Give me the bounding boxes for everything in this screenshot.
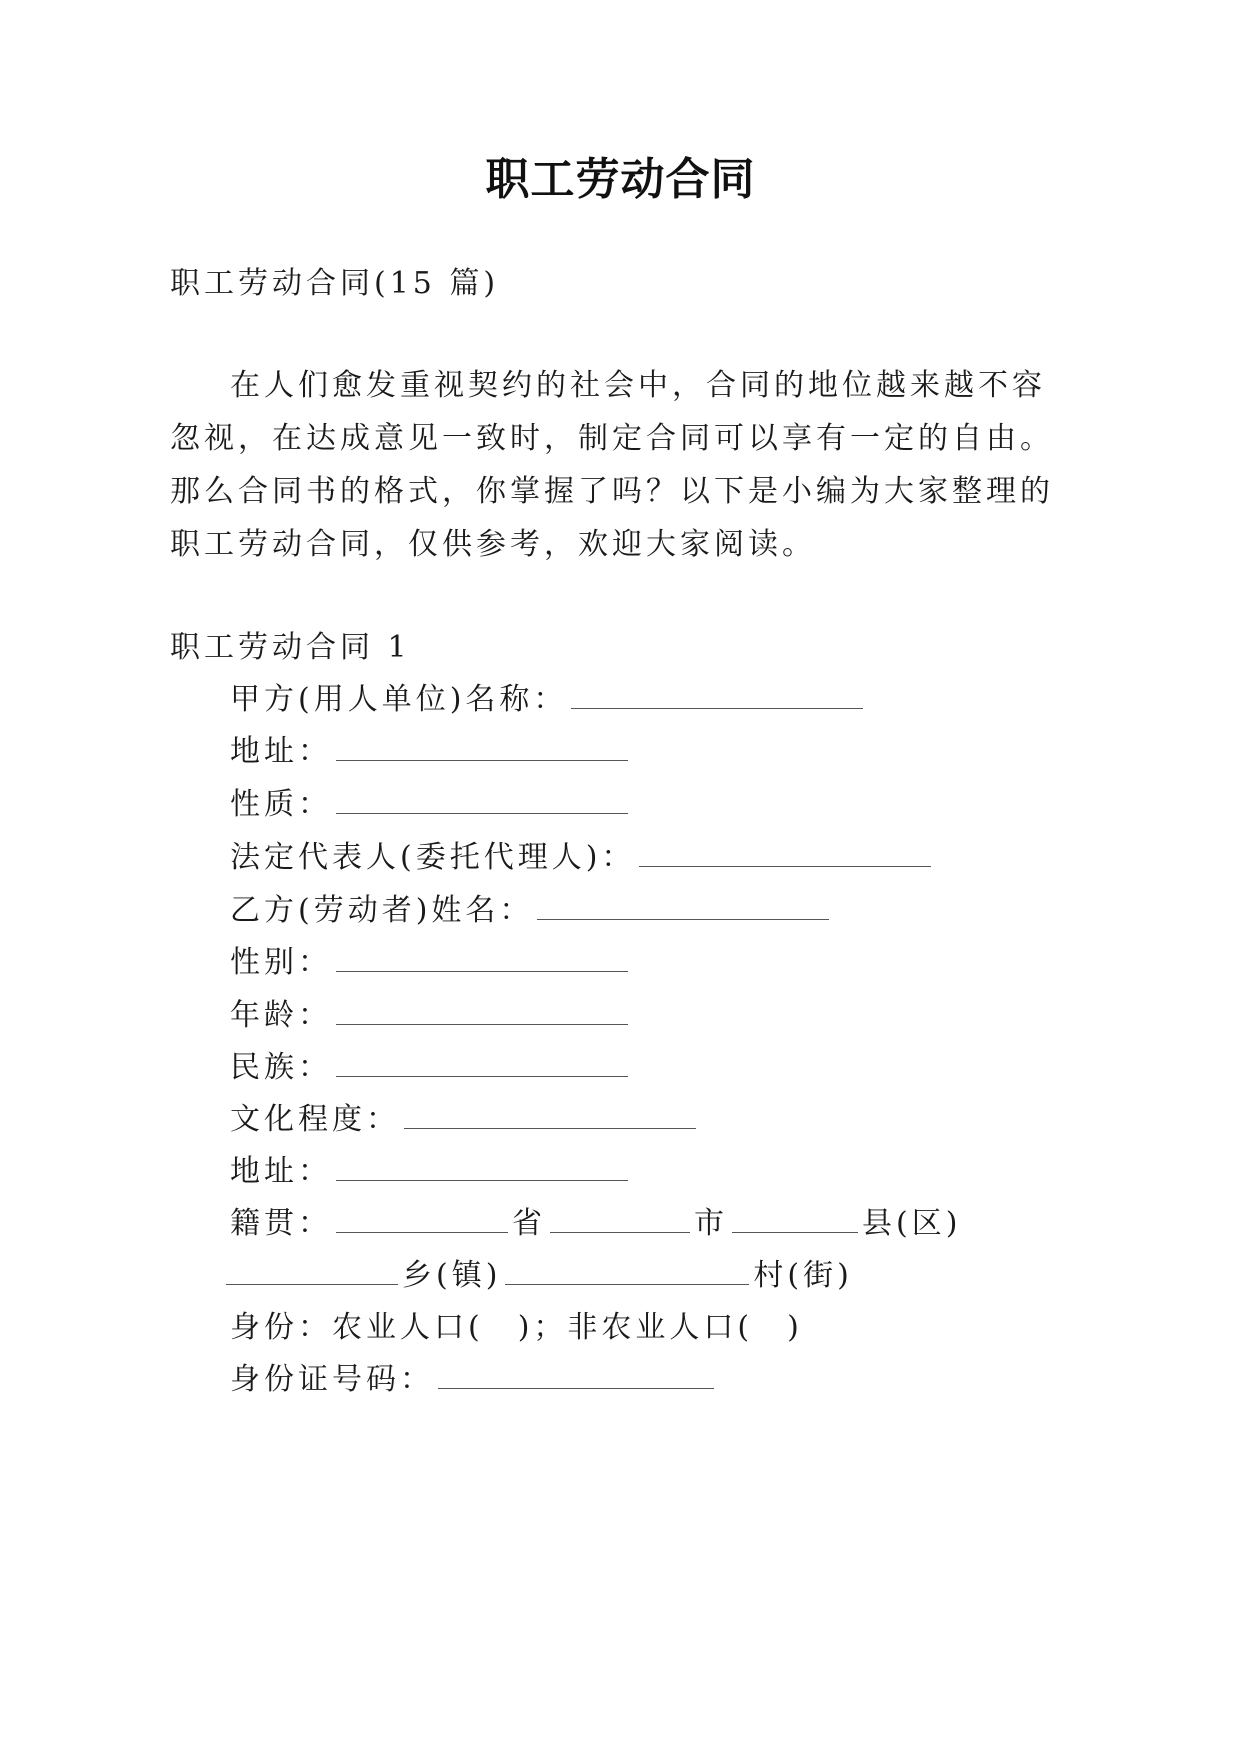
document-title: 职工劳动合同 [485,154,756,205]
id-number-blank [438,1362,714,1389]
party-b-name-blank [537,893,829,920]
document-subtitle: 职工劳动合同(15 篇) [170,266,500,301]
field-label: 地址： [230,734,332,769]
field-label: 地址： [230,1154,332,1189]
ethnicity-blank [336,1050,628,1077]
section-heading: 职工劳动合同 1 [170,630,411,665]
field-label: 文化程度： [230,1102,400,1137]
field-label: 法定代表人(委托代理人)： [230,840,636,875]
field-identity: 身份：农业人口( )；非农业人口( ) [230,1310,803,1345]
field-address [230,732,632,772]
address-2-blank [336,1154,628,1181]
address-blank [336,734,628,761]
field-hometown [230,1204,961,1244]
village-blank [505,1258,749,1285]
field-age [230,996,632,1036]
field-label: 性别： [230,945,332,980]
county-label: 县(区) [862,1206,962,1241]
nature-blank [336,787,628,814]
township-label: 乡(镇) [402,1258,502,1293]
city-blank [550,1206,690,1233]
party-a-name-blank [571,682,863,709]
field-education [230,1100,700,1140]
village-label: 村(街) [753,1258,853,1293]
field-label: 身份证号码： [230,1362,434,1397]
intro-line-3: 那么合同书的格式，你掌握了吗？以下是小编为大家整理的 [170,474,1054,509]
field-label: 籍贯： [230,1206,332,1241]
field-party-b-name [230,891,833,931]
township-blank [226,1258,398,1285]
gender-blank [336,945,628,972]
field-label: 性质： [230,787,332,822]
intro-line-1: 在人们愈发重视契约的社会中，合同的地位越来越不容 [230,368,1046,403]
field-label: 民族： [230,1050,332,1085]
legal-rep-blank [639,840,931,867]
field-label: 甲方(用人单位)名称： [230,682,568,717]
field-ethnicity [230,1048,632,1088]
field-id-number [230,1360,718,1400]
province-blank [336,1206,508,1233]
field-party-a-name [230,680,867,720]
county-blank [732,1206,858,1233]
province-label: 省 [512,1206,546,1241]
intro-line-4: 职工劳动合同，仅供参考，欢迎大家阅读。 [170,527,816,562]
age-blank [336,998,628,1025]
field-label: 年龄： [230,998,332,1033]
field-hometown-cont [226,1256,853,1296]
education-blank [404,1102,696,1129]
field-nature [230,785,632,825]
intro-line-2: 忽视，在达成意见一致时，制定合同可以享有一定的自由。 [170,421,1054,456]
field-label: 乙方(劳动者)姓名： [230,893,534,928]
field-legal-rep [230,838,935,878]
field-address-2 [230,1152,632,1192]
city-label: 市 [694,1206,728,1241]
field-gender [230,943,632,983]
